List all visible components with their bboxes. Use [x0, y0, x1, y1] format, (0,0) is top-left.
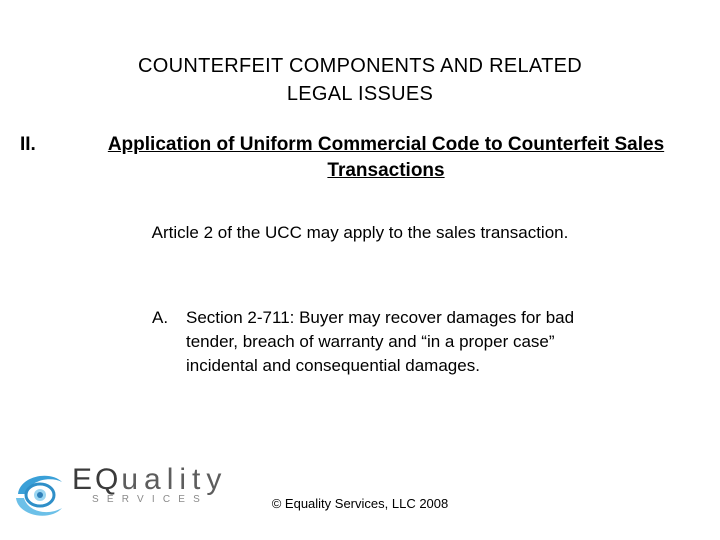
eye-swirl-icon — [10, 464, 70, 526]
logo-wordmark-eq: EQ — [72, 463, 122, 496]
list-item — [152, 306, 622, 378]
slide-title — [0, 52, 720, 108]
logo-wordmark-rest: uality — [121, 463, 228, 496]
section-number: II. — [20, 134, 36, 155]
logo-subtitle: SERVICES — [92, 494, 208, 505]
section-heading-line-1: Application of Uniform Commercial Code to Counterfeit Sales — [107, 134, 665, 155]
intro-text: Article 2 of the UCC may apply to the sales transaction. — [151, 223, 569, 242]
slide-title-line-2: LEGAL ISSUES — [286, 83, 434, 105]
list-item-label: A. — [152, 308, 169, 327]
section-heading-line-2: Transactions — [327, 160, 445, 181]
section-heading — [56, 132, 716, 184]
copyright-text: © Equality Services, LLC 2008 — [271, 496, 449, 511]
list-item-text: Section 2-711: Buyer may recover damages for bad tender, breach of warranty and “in a proper case” incidental and consequential damages. — [186, 308, 575, 375]
logo-wordmark — [72, 464, 227, 496]
copyright-footer — [0, 496, 720, 511]
slide-title-line-1: COUNTERFEIT COMPONENTS AND RELATED — [138, 55, 582, 77]
